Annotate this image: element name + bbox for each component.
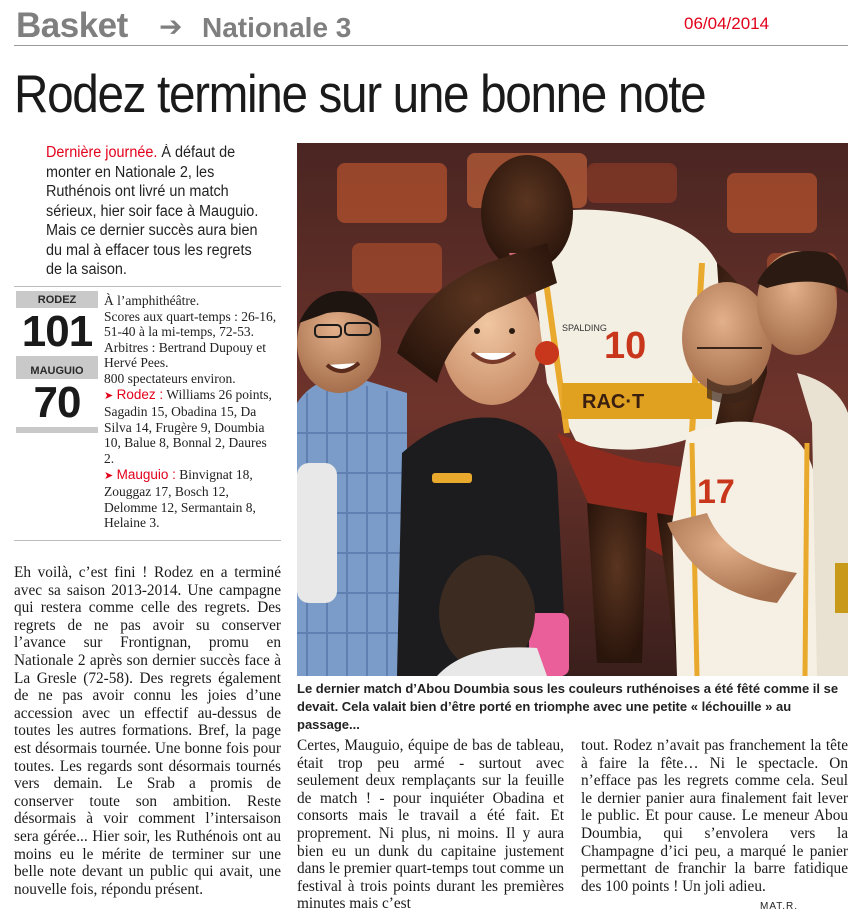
arrow-right-icon: ➔ (159, 10, 183, 43)
home-scorers-label: Rodez : (116, 386, 164, 402)
home-scorers-list: Williams 26 points, Sagadin 15, Obadina 15, Da Silva 14, Frugère 9, Doumbia 10, Balue 8, Bonnal 2, Daures 2. (104, 386, 272, 466)
jersey-brand: SPALDING (562, 323, 607, 333)
home-score: 101 (16, 308, 98, 356)
referees-text: Arbitres : Bertrand Dupouy et Hervé Pees. (104, 339, 266, 371)
away-scorers (104, 467, 279, 531)
quarter-scores-text: Scores aux quart-temps : 26-16, 51-40 à la mi-temps, 72-53. (104, 308, 277, 340)
away-scorers-list: Binvignat 18, Zouggaz 17, Bosch 12, Delomme 12, Sermantain 8, Helaine 3. (104, 466, 256, 531)
article-column-1: Eh voilà, c’est fini ! Rodez en a terminé avec sa saison 2013-2014. Une campagne qui restera comme celle des regrets. Des regrets de ne pas avoir su conserver l’avance sur Frontignan, promu en Nationale 2 après son dernier succès face à La Gresle (72-58). Des regrets également de ne pas avoir connu les joies d’une accession avec un effectif au-dessus de toutes les autres formations. Bref, la page est désormais tournée. Une bonne fois pour toutes. Les regards sont désormais tournés vers demain. Le Srab a promis de conserver toute son ambition. Reste désormais à voir comment l’intersaison sera gérée... Hier soir, les Ruthénois ont au moins eu le mérite de terminer sur une belle note devant un public qui avait, une nouvelle fois, répondu présent. (14, 564, 281, 898)
triangle-bullet-icon: ➤ (104, 389, 114, 402)
away-score: 70 (16, 379, 98, 427)
lead-text: À défaut de monter en Nationale 2, les Ruthénois ont livré un match sérieux, hier soir face à Mauguio. Mais ce dernier succès aura bien du mal à effacer tous les regrets de la saison. (46, 144, 259, 278)
jersey-number: 10 (604, 325, 647, 367)
article-title: Rodez termine sur une bonne note (14, 65, 706, 124)
article-column-2: Certes, Mauguio, équipe de bas de tableau, était trop peu armé - surtout avec seulement deux remplaçants sur la feuille de match ! - pour inquiéter Obadina et consorts mais le travail a été fait. Et proprement. Ni plus, ni moins. Il y aura bien eu un dunk du capitaine justement dans le premier quart-temps tout comme un festival à trois points durant les premières minutes mais c’est (297, 737, 564, 913)
home-team-name: RODEZ (37, 294, 77, 306)
subsection-name: Nationale 3 (202, 12, 352, 43)
author-signature: MAT.R. (760, 901, 799, 912)
spectators-text: 800 spectateurs environ. (104, 370, 236, 386)
section-name: Basket (16, 6, 128, 45)
article-photo (297, 143, 848, 676)
section-header (14, 6, 848, 46)
away-team-name: MAUGUIO (30, 365, 84, 377)
celebration-photo-illustration (297, 143, 848, 676)
article-lead (46, 143, 269, 280)
venue-text: À l’amphithéâtre. (104, 293, 200, 308)
home-scorers (104, 387, 279, 467)
publication-date: 06/04/2014 (684, 14, 770, 33)
lead-kicker: Dernière journée. (46, 144, 158, 161)
away-scorers-label: Mauguio : (116, 466, 176, 482)
jersey-sponsor: RAC·T (582, 391, 645, 413)
photo-caption: Le dernier match d’Abou Doumbia sous les couleurs ruthénoises a été fêté comme il se devait. Cela valait bien d’être porté en triomphe avec une petite « léchouille » au passage... (297, 681, 839, 732)
article-column-3: tout. Rodez n’avait pas franchement la tête à faire la fête… Ni le spectacle. On n’efface pas les regrets comme cela. Seul le dernier panier aura finalement fait lever le public. Et pour cause. Le meneur Abou Doumbia, qui s’envolera vers la Champagne d’ici peu, a marqué le panier permettant de franchir la barre fatidique des 100 points ! Un joli adieu. (581, 737, 848, 895)
match-scorebox (14, 286, 281, 541)
jersey-number-2: 17 (697, 473, 735, 511)
triangle-bullet-icon: ➤ (104, 469, 114, 482)
match-details (104, 293, 279, 531)
